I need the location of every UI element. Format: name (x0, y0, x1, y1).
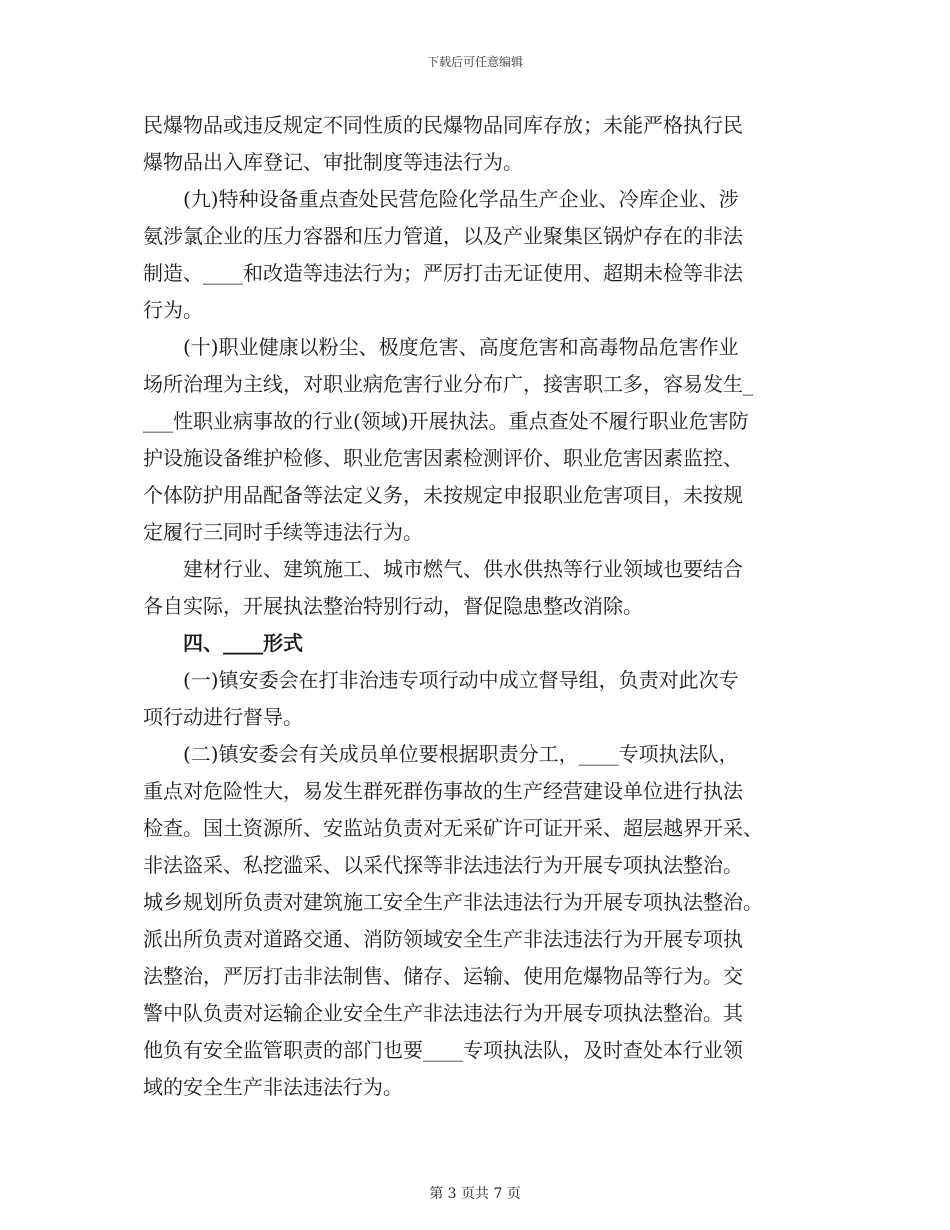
document-body (143, 107, 808, 1106)
text-line: 氨涉氯企业的压力容器和压力管道，以及产业聚集区锅炉存在的非法 (143, 224, 743, 248)
text-line: 域的安全生产非法违法行为。 (143, 1075, 403, 1099)
text-line: (二)镇安委会有关成员单位要根据职责分工，____专项执法队， (183, 742, 739, 766)
text-line: 项行动进行督导。 (143, 705, 303, 729)
text-line: 制造、____和改造等违法行为；严厉打击无证使用、超期未检等非法 (143, 261, 743, 285)
text-line: 检查。国土资源所、安监站负责对无采矿许可证开采、超层越界开采、 (143, 816, 763, 840)
text-line: 定履行三同时手续等违法行为。 (143, 520, 423, 544)
text-line: (十)职业健康以粉尘、极度危害、高度危害和高毒物品危害作业 (183, 335, 739, 359)
text-line: 他负有安全监管职责的部门也要____专项执法队，及时查处本行业领 (143, 1038, 743, 1062)
text-line: ___性职业病事故的行业(领域)开展执法。重点查处不履行职业危害防 (143, 409, 749, 433)
text-line: 城乡规划所负责对建筑施工安全生产非法违法行为开展专项执法整治。 (143, 890, 763, 914)
section-heading: 四、____形式 (183, 631, 303, 655)
text-line: 非法盗采、私挖滥采、以采代探等非法违法行为开展专项执法整治。 (143, 853, 743, 877)
text-line: 重点对危险性大，易发生群死群伤事故的生产经营建设单位进行执法 (143, 779, 743, 803)
text-line: 个体防护用品配备等法定义务，未按规定申报职业危害项目，未按规 (143, 483, 743, 507)
text-line: 民爆物品或违反规定不同性质的民爆物品同库存放；未能严格执行民 (143, 113, 743, 137)
page-number: 第 3 页共 7 页 (429, 1186, 521, 1202)
text-line: 警中队负责对运输企业安全生产非法违法行为开展专项执法整治。其 (143, 1001, 743, 1025)
text-line: (九)特种设备重点查处民营危险化学品生产企业、冷库企业、涉 (183, 187, 739, 211)
text-line: 各自实际，开展执法整治特别行动，督促隐患整改消除。 (143, 594, 643, 618)
text-line: 护设施设备维护检修、职业危害因素检测评价、职业危害因素监控、 (143, 446, 743, 470)
text-line: 派出所负责对道路交通、消防领域安全生产非法违法行为开展专项执 (143, 927, 743, 951)
text-line: 爆物品出入库登记、审批制度等违法行为。 (143, 150, 523, 174)
text-line: 法整治，严厉打击非法制售、储存、运输、使用危爆物品等行为。交 (143, 964, 743, 988)
page-header: 下载后可任意编辑 (426, 55, 523, 69)
text-line: 行为。 (143, 298, 203, 322)
text-line: (一)镇安委会在打非治违专项行动中成立督导组，负责对此次专 (183, 668, 739, 692)
text-line: 场所治理为主线，对职业病危害行业分布广，接害职工多，容易发生_ (143, 372, 753, 396)
text-line: 建材行业、建筑施工、城市燃气、供水供热等行业领域也要结合 (183, 557, 743, 581)
